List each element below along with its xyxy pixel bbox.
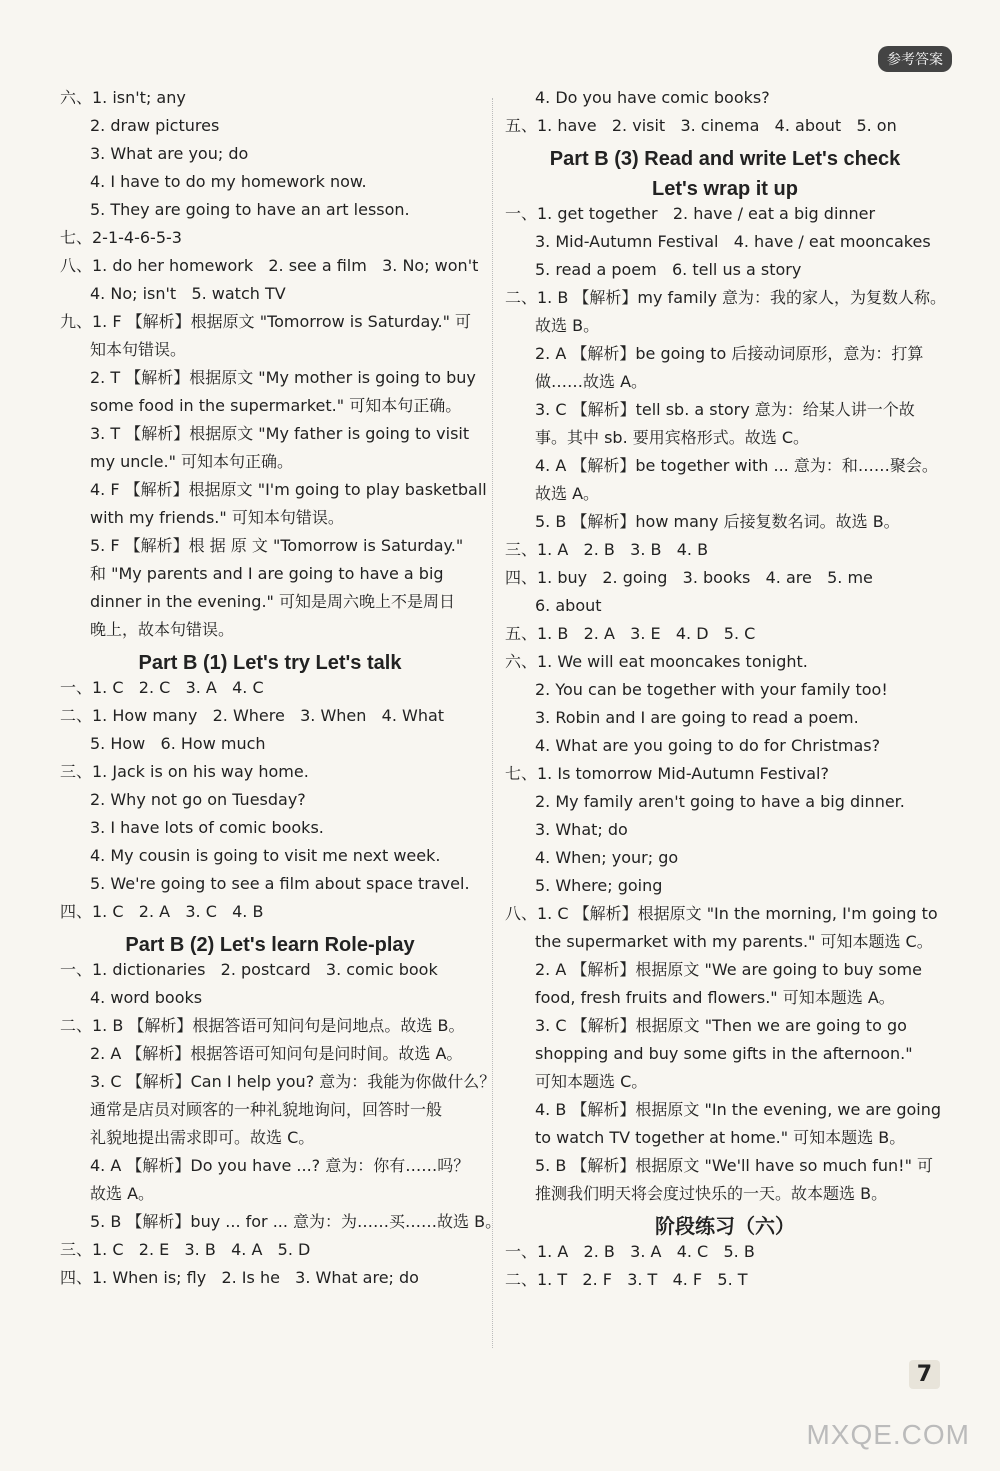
answer-line [60,1128,480,1156]
answer-line [60,200,480,228]
answer-text: 4. A 【解析】be together with ... 意为：和……聚会。 [535,456,938,475]
answer-line [60,1072,496,1100]
answer-line [60,960,480,988]
answer-line [60,1100,480,1128]
answer-text: 故选 A。 [535,484,600,503]
answer-text: 4. My cousin is going to visit me next week. [90,846,441,865]
answer-text: 故选 A。 [90,1184,155,1203]
answer-text: 八、1. do her homework 2. see a film 3. No; won't [60,256,479,275]
answer-line [505,1044,945,1072]
answer-line [60,734,480,762]
answer-text: 和 "My parents and I are going to have a big [90,564,444,583]
answer-line [60,1044,480,1072]
answer-line [505,876,945,904]
answer-line [505,932,945,960]
answer-line [505,960,945,988]
answer-line [505,708,945,736]
answer-text: 2. A 【解析】根据答语可知问句是问时间。故选 A。 [90,1044,463,1063]
answer-line [505,988,945,1016]
answer-line [505,428,945,456]
answer-line [60,988,480,1016]
answer-line [505,512,945,540]
answer-text: the supermarket with my parents." 可知本题选 C。 [535,932,933,951]
section-heading: Part B (3) Read and write Let's check [549,148,901,170]
answer-line [505,652,945,680]
section-heading: Part B (1) Let's try Let's talk [138,652,402,674]
answer-text: food, fresh fruits and flowers." 可知本题选 A。 [535,988,895,1007]
answer-line [505,596,945,624]
answer-line [505,848,945,876]
answer-text: 一、1. C 2. C 3. A 4. C [60,678,264,697]
answer-line [505,792,945,820]
answer-line [60,172,480,200]
answer-line [505,568,945,596]
answer-line [505,540,945,568]
answer-line [505,344,945,372]
answer-line [505,316,945,344]
answer-line [60,116,480,144]
answer-line [505,1128,945,1156]
answer-line [505,88,945,116]
answer-text: 2. draw pictures [90,116,220,135]
answer-text: 八、1. C 【解析】根据原文 "In the morning, I'm going to [505,904,938,923]
answer-text: 3. T 【解析】根据原文 "My father is going to visit [90,424,470,443]
section-heading: Part B (2) Let's learn Role-play [125,934,415,956]
answer-text: 2. You can be together with your family too! [535,680,888,699]
answer-text: 六、1. We will eat mooncakes tonight. [505,652,808,671]
answer-text: 4. Do you have comic books? [535,88,770,107]
answer-text: 4. A 【解析】Do you have ...? 意为：你有……吗？ [90,1156,470,1175]
right-column [505,88,945,1298]
answer-line [60,706,480,734]
answer-text: 4. What are you going to do for Christmas? [535,736,881,755]
answer-text: 3. I have lots of comic books. [90,818,324,837]
answer-text: 2. My family aren't going to have a big dinner. [535,792,905,811]
answer-line [505,484,945,512]
answer-text: 5. B 【解析】根据原文 "We'll have so much fun!" 可 [535,1156,934,1175]
column-divider [492,98,493,1348]
answer-text: dinner in the evening." 可知是周六晚上不是周日 [90,592,455,611]
page-number: 7 [909,1360,940,1389]
answer-text: 6. about [535,596,602,615]
answer-text: 四、1. When is; fly 2. Is he 3. What are; do [60,1268,419,1287]
answer-line [60,902,480,930]
answer-line [505,1184,945,1212]
section-heading: 阶段练习（六） [655,1216,795,1238]
answer-line [60,228,480,256]
answer-line [505,204,945,232]
answer-line [60,564,480,592]
answer-text: 4. When; your; go [535,848,679,867]
answer-text: 3. Mid-Autumn Festival 4. have / eat mooncakes [535,232,931,251]
answer-text: 七、2-1-4-6-5-3 [60,228,182,247]
answer-line [505,232,945,260]
answer-line [60,1240,480,1268]
answer-text: 三、1. C 2. E 3. B 4. A 5. D [60,1240,311,1259]
answer-text: 二、1. How many 2. Where 3. When 4. What [60,706,445,725]
answer-line [60,1268,480,1296]
answer-text: 5. B 【解析】how many 后接复数名词。故选 B。 [535,512,900,531]
answer-line [60,1184,480,1212]
answer-line [60,874,480,902]
answer-line [505,456,945,484]
answer-text: 3. C 【解析】tell sb. a story 意为：给某人讲一个故 [535,400,915,419]
answer-line [60,256,480,284]
answer-line [60,592,480,620]
answer-text: 五、1. have 2. visit 3. cinema 4. about 5. on [505,116,897,135]
answer-line [60,818,480,846]
answer-text: 5. How 6. How much [90,734,266,753]
answer-line [505,260,945,288]
answer-line [505,1100,945,1128]
answer-line [505,288,945,316]
answer-line [505,1016,945,1044]
answer-text: 晚上，故本句错误。 [90,620,235,639]
answer-text: 2. T 【解析】根据原文 "My mother is going to buy [90,368,476,387]
answer-line [505,372,945,400]
answer-text: 三、1. A 2. B 3. B 4. B [505,540,709,559]
answer-text: 3. C 【解析】Can I help you? 意为：我能为你做什么？ [90,1072,496,1091]
answer-text: 知本句错误。 [90,340,187,359]
answer-line [60,312,480,340]
answer-text: 5. F 【解析】根 据 原 文 "Tomorrow is Saturday." [90,536,464,555]
answer-text: 4. B 【解析】根据原文 "In the evening, we are going [535,1100,942,1119]
answer-text: 四、1. buy 2. going 3. books 4. are 5. me [505,568,873,587]
answer-text: 事。其中 sb. 要用宾格形式。故选 C。 [535,428,810,447]
answer-text: to watch TV together at home." 可知本题选 B。 [535,1128,906,1147]
answer-text: 5. B 【解析】buy ... for ... 意为：为……买……故选 B。 [90,1212,502,1231]
answer-line [505,400,945,428]
answer-text: 4. F 【解析】根据原文 "I'm going to play basketball [90,480,487,499]
answer-text: 二、1. B 【解析】my family 意为：我的家人，为复数人称。 [505,288,947,307]
answer-line [60,536,480,564]
answer-text: 七、1. Is tomorrow Mid-Autumn Festival? [505,764,829,783]
answer-text: 2. Why not go on Tuesday? [90,790,306,809]
answer-line [60,284,480,312]
answer-text: 5. Where; going [535,876,663,895]
answer-text: 5. We're going to see a film about space travel. [90,874,470,893]
answer-line [60,424,480,452]
answer-text: 做……故选 A。 [535,372,648,391]
answer-line [505,1270,945,1298]
answer-line [60,762,480,790]
answer-text: 3. Robin and I are going to read a poem. [535,708,859,727]
answer-line [60,88,480,116]
answer-text: 3. C 【解析】根据原文 "Then we are going to go [535,1016,907,1035]
answer-text: 一、1. dictionaries 2. postcard 3. comic book [60,960,438,979]
answer-text: 2. A 【解析】be going to 后接动词原形，意为：打算 [535,344,924,363]
answer-line [505,624,945,652]
answer-line [60,1212,502,1240]
answer-text: 九、1. F 【解析】根据原文 "Tomorrow is Saturday." 可 [60,312,472,331]
answer-text: 故选 B。 [535,316,600,335]
answer-text: my uncle." 可知本句正确。 [90,452,294,471]
answer-text: some food in the supermarket." 可知本句正确。 [90,396,462,415]
answer-line [505,680,945,708]
answer-line [505,1072,945,1100]
answer-key-badge: 参考答案 [878,46,952,72]
answer-line [60,480,487,508]
answer-text: 二、1. T 2. F 3. T 4. F 5. T [505,1270,748,1289]
answer-text: 3. What; do [535,820,628,839]
answer-line [60,340,480,368]
answer-text: 通常是店员对顾客的一种礼貌地询问，回答时一般 [90,1100,443,1119]
section-heading: Let's wrap it up [652,178,798,200]
answer-line [505,904,945,932]
answer-text: 一、1. A 2. B 3. A 4. C 5. B [505,1242,755,1261]
answer-text: with my friends." 可知本句错误。 [90,508,344,527]
answer-line [60,396,480,424]
watermark-logo: MXQE.COM [806,1419,970,1450]
answer-line [60,144,480,172]
answer-line [60,368,480,396]
answer-line [60,678,480,706]
answer-text: 五、1. B 2. A 3. E 4. D 5. C [505,624,756,643]
answer-text: 4. No; isn't 5. watch TV [90,284,286,303]
answer-text: shopping and buy some gifts in the afternoon." [535,1044,913,1063]
answer-line [60,846,480,874]
answer-text: 4. I have to do my homework now. [90,172,367,191]
answer-text: 一、1. get together 2. have / eat a big dinner [505,204,876,223]
answer-line [60,1016,480,1044]
answer-line [505,1242,945,1270]
answer-line [60,790,480,818]
answer-line [505,820,945,848]
answer-line [505,1156,945,1184]
answer-text: 三、1. Jack is on his way home. [60,762,309,781]
answer-line [505,764,945,792]
answer-line [60,508,480,536]
answer-text: 2. A 【解析】根据原文 "We are going to buy some [535,960,922,979]
left-column [60,88,502,1296]
answer-line [60,1156,480,1184]
answer-text: 可知本题选 C。 [535,1072,648,1091]
answer-text: 5. They are going to have an art lesson. [90,200,410,219]
answer-text: 六、1. isn't; any [60,88,186,107]
answer-text: 3. What are you; do [90,144,249,163]
answer-line [60,452,480,480]
answer-line [505,116,945,144]
answer-text: 四、1. C 2. A 3. C 4. B [60,902,264,921]
answer-text: 礼貌地提出需求即可。故选 C。 [90,1128,315,1147]
answer-line [505,736,945,764]
answer-text: 5. read a poem 6. tell us a story [535,260,802,279]
answer-text: 二、1. B 【解析】根据答语可知问句是问地点。故选 B。 [60,1016,465,1035]
answer-line [60,620,480,648]
answer-text: 4. word books [90,988,203,1007]
answer-text: 推测我们明天将会度过快乐的一天。故本题选 B。 [535,1184,888,1203]
